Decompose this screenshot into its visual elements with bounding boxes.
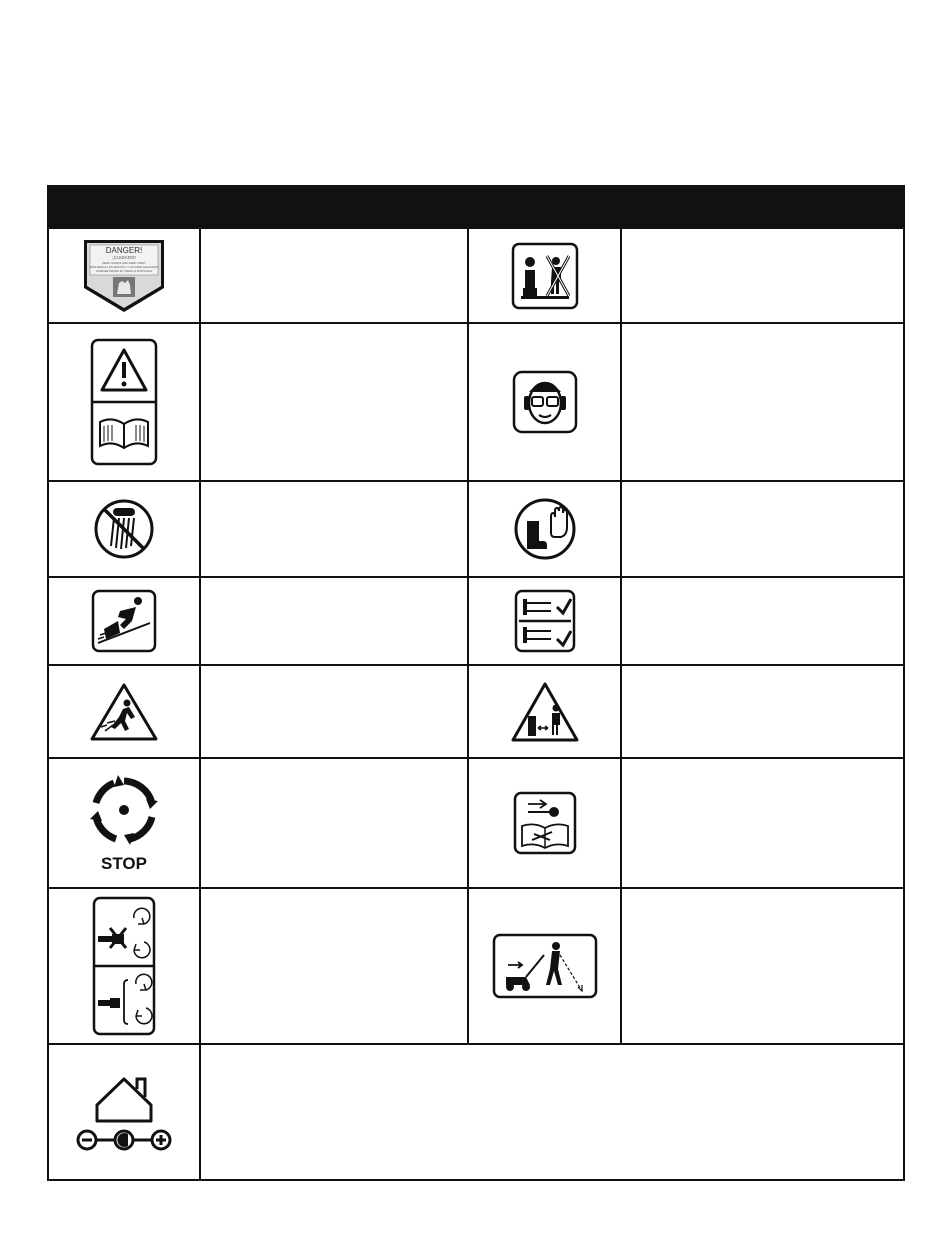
meaning-cell xyxy=(621,228,904,323)
icon-cell xyxy=(468,228,621,323)
meaning-cell xyxy=(200,888,468,1044)
meaning-cell xyxy=(200,665,468,758)
icon-cell xyxy=(48,577,200,665)
hands-away-blade-icon xyxy=(92,896,156,1036)
slope-hazard-icon xyxy=(90,589,158,653)
blade-adjust-icon xyxy=(513,589,577,653)
icon-cell xyxy=(468,481,621,577)
icon-cell xyxy=(468,577,621,665)
icon-cell xyxy=(468,323,621,481)
icon-cell xyxy=(48,481,200,577)
meaning-cell xyxy=(621,665,904,758)
meaning-cell xyxy=(200,481,468,577)
meaning-cell xyxy=(621,577,904,665)
icon-cell xyxy=(48,758,200,888)
header-col-meaning-2 xyxy=(621,186,904,228)
mower-operator-direction-icon xyxy=(492,933,598,999)
icon-cell xyxy=(48,228,200,323)
meaning-cell xyxy=(621,481,904,577)
meaning-cell xyxy=(200,577,468,665)
table-row xyxy=(48,888,904,1044)
danger-subtitle: ¡CUIDADO! xyxy=(112,254,136,260)
rotating-blade-stop-icon xyxy=(84,773,164,873)
danger-title: DANGER! xyxy=(105,245,143,255)
danger-line-3: GARDEZ MAINS ET PIEDS À DISTANCE xyxy=(96,268,152,273)
table-row xyxy=(48,665,904,758)
thrown-objects-icon xyxy=(89,681,159,743)
table-header-row xyxy=(48,186,904,228)
table-row xyxy=(48,228,904,323)
table-row xyxy=(48,758,904,888)
table-row xyxy=(48,323,904,481)
safe-distance-icon xyxy=(510,680,580,744)
icon-cell xyxy=(468,888,621,1044)
danger-line-2: MANTENGA LAS MANOS Y LOS PIES ALEJADOS xyxy=(89,264,159,269)
danger-line-1: KEEP HANDS AND FEET AWAY xyxy=(102,260,146,265)
key-read-manual-icon xyxy=(512,790,578,856)
meaning-cell xyxy=(200,323,468,481)
icon-cell xyxy=(48,323,200,481)
icon-cell xyxy=(48,1044,200,1180)
no-rain-icon xyxy=(93,498,155,560)
meaning-cell xyxy=(200,1044,904,1180)
meaning-cell xyxy=(621,888,904,1044)
indoor-storage-temperature-icon xyxy=(69,1067,179,1157)
stop-label: STOP xyxy=(101,854,147,873)
warning-read-manual-icon xyxy=(90,338,158,466)
meaning-cell xyxy=(621,758,904,888)
header-col-symbol-1 xyxy=(48,186,200,228)
meaning-cell xyxy=(621,323,904,481)
meaning-cell xyxy=(200,758,468,888)
header-col-meaning-1 xyxy=(200,186,468,228)
table-row xyxy=(48,481,904,577)
symbols-table xyxy=(47,185,905,1181)
table-row xyxy=(48,577,904,665)
eye-ear-protection-icon xyxy=(511,370,579,434)
keep-bystanders-away-icon xyxy=(511,242,579,310)
boots-gloves-icon xyxy=(513,497,577,561)
icon-cell xyxy=(468,758,621,888)
table-row xyxy=(48,1044,904,1180)
header-col-symbol-2 xyxy=(468,186,621,228)
danger-decal-icon xyxy=(82,238,166,314)
icon-cell xyxy=(48,888,200,1044)
icon-cell xyxy=(48,665,200,758)
icon-cell xyxy=(468,665,621,758)
meaning-cell xyxy=(200,228,468,323)
